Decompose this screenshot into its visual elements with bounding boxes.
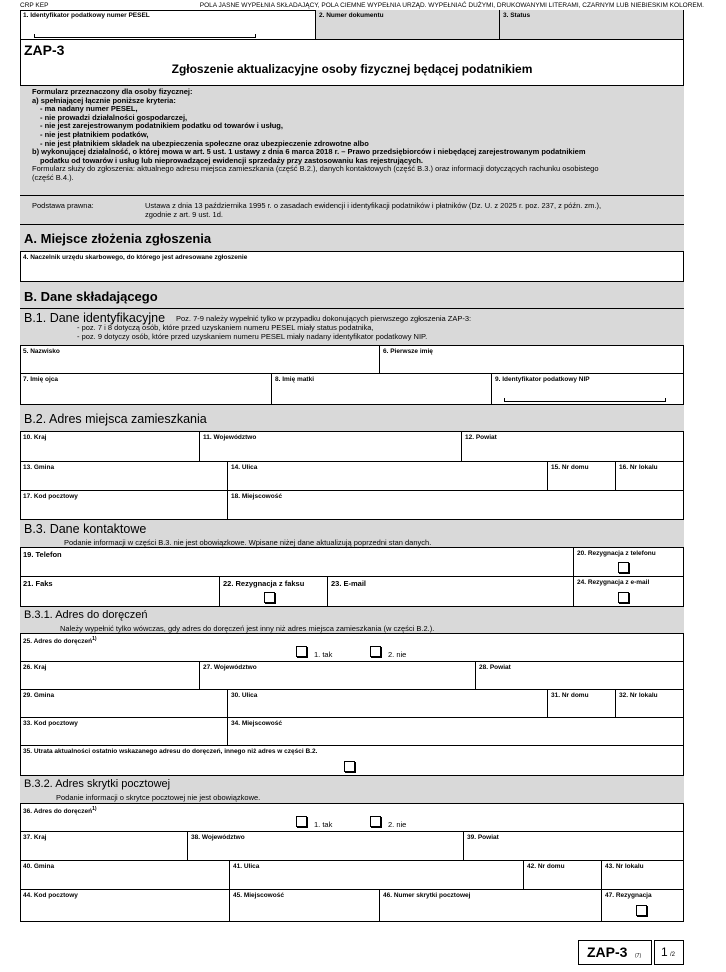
field-surname[interactable]: 5. Nazwisko: [20, 346, 380, 374]
checkbox-delivery-yes[interactable]: [296, 646, 307, 657]
checkbox-pobox-yes[interactable]: [296, 816, 307, 827]
field-pobox-commune[interactable]: 40. Gmina: [20, 861, 230, 890]
field-delivery-city[interactable]: 34. Miejscowość: [228, 718, 684, 746]
legal-basis-text-2: zgodnie z art. 9 ust. 1d.: [145, 210, 223, 219]
form-system-label: CRP KEP: [20, 2, 49, 9]
section-b-header: B. Dane składającego: [20, 282, 684, 309]
legal-basis-label: Podstawa prawna:: [32, 201, 94, 210]
field-delivery-apartment-number[interactable]: 32. Nr lokalu: [616, 690, 684, 718]
field-delivery-postal-code[interactable]: 33. Kod pocztowy: [20, 718, 228, 746]
checkbox-pobox-resign[interactable]: [636, 905, 647, 916]
form-code: ZAP-3: [24, 42, 65, 58]
section-b1-header: B.1. Dane identyfikacyjne Poz. 7-9 należy wypełnić tylko w przypadku dokonujących pierwszego zgłoszenia ZAP-3: - poz. 7 i 8 dotyczą osób, które przed uzyskaniem numeru PESEL miały status podatnika, - poz. 9 dotyczy osób, które przed uzyskaniem numeru PESEL miały nadany identyfikator podatkowy NIP.: [20, 309, 684, 346]
field-delivery-commune[interactable]: 29. Gmina: [20, 690, 228, 718]
checkbox-fax-resign[interactable]: [264, 592, 275, 603]
field-document-number: 2. Numer dokumentu: [316, 10, 500, 40]
pesel-comb: [34, 34, 256, 38]
field-email-resign: 24. Rezygnacja z e-mail: [574, 577, 684, 607]
form-title: Zgłoszenie aktualizacyjne osoby fizycznej będącej podatnikiem: [171, 62, 533, 76]
section-b31-header: B.3.1. Adres do doręczeń Należy wypełnić tylko wówczas, gdy adres do doręczeń jest inny niż adres miejsca zamieszkania (w części B.2.).: [20, 607, 684, 634]
field-delivery-street[interactable]: 30. Ulica: [228, 690, 548, 718]
field-fax-resign: 22. Rezygnacja z faksu: [220, 577, 328, 607]
checkbox-email-resign[interactable]: [618, 592, 629, 603]
field-delivery-county[interactable]: 28. Powiat: [476, 662, 684, 690]
nip-comb: [504, 398, 666, 402]
checkbox-delivery-no[interactable]: [370, 646, 381, 657]
field-father-name[interactable]: 7. Imię ojca: [20, 374, 272, 405]
field-tax-office[interactable]: 4. Naczelnik urzędu skarbowego, do którego jest adresowane zgłoszenie: [20, 252, 684, 282]
field-pobox-address: 36. Adres do doręczeń$^{1)}$ 1. tak 2. nie: [20, 804, 684, 832]
field-commune[interactable]: 13. Gmina: [20, 462, 228, 491]
field-pobox-apartment-number[interactable]: 43. Nr lokalu: [602, 861, 684, 890]
field-first-name[interactable]: 6. Pierwsze imię: [380, 346, 684, 374]
field-delivery-house-number[interactable]: 31. Nr domu: [548, 690, 616, 718]
field-apartment-number[interactable]: 16. Nr lokalu: [616, 462, 684, 491]
field-pobox-postal-code[interactable]: 44. Kod pocztowy: [20, 890, 230, 922]
legal-basis-text-1: Ustawa z dnia 13 października 1995 r. o zasadach ewidencji i identyfikacji podatników i płatników (Dz. U. z 2025 r. poz. 237, z późn. zm.),: [145, 201, 602, 210]
field-postal-code[interactable]: 17. Kod pocztowy: [20, 491, 228, 520]
field-pobox-county[interactable]: 39. Powiat: [464, 832, 684, 861]
field-email[interactable]: 23. E-mail: [328, 577, 574, 607]
field-pobox-house-number[interactable]: 42. Nr domu: [524, 861, 602, 890]
field-pobox-city[interactable]: 45. Miejscowość: [230, 890, 380, 922]
field-pobox-voivodeship[interactable]: 38. Województwo: [188, 832, 464, 861]
field-delivery-expired: 35. Utrata aktualności ostatnio wskazanego adresu do doręczeń, innego niż adres w części B.2.: [20, 746, 684, 776]
section-b2-header: B.2. Adres miejsca zamieszkania: [20, 405, 684, 432]
footer-form-code: ZAP-3 (7): [578, 940, 652, 965]
field-pobox-number[interactable]: 46. Numer skrytki pocztowej: [380, 890, 602, 922]
section-b32-header: B.3.2. Adres skrytki pocztowej Podanie informacji o skrytce pocztowej nie jest obowiązkowe.: [20, 776, 684, 804]
field-delivery-address: 25. Adres do doręczeń$^{1)}$ 1. tak 2. nie: [20, 634, 684, 662]
field-pesel[interactable]: 1. Identyfikator podatkowy numer PESEL: [20, 10, 316, 40]
checkbox-delivery-expired[interactable]: [344, 761, 355, 772]
field-phone[interactable]: 19. Telefon: [20, 548, 574, 577]
legal-basis: [20, 196, 684, 225]
field-pobox-country[interactable]: 37. Kraj: [20, 832, 188, 861]
field-delivery-country[interactable]: 26. Kraj: [20, 662, 200, 690]
fill-instructions: POLA JASNE WYPEŁNIA SKŁADAJĄCY, POLA CIEMNE WYPEŁNIA URZĄD. WYPEŁNIAĆ DUŻYMI, DRUKOWANYMI LITERAMI, CZARNYM LUB NIEBIESKIM KOLOREM.: [199, 2, 704, 9]
field-delivery-voivodeship[interactable]: 27. Województwo: [200, 662, 476, 690]
field-nip[interactable]: 9. Identyfikator podatkowy NIP: [492, 374, 684, 405]
section-a-header: A. Miejsce złożenia zgłoszenia: [20, 225, 684, 252]
form-purpose: Formularz przeznaczony dla osoby fizycznej: a) spełniającej łącznie poniższe kryteria: - ma nadany numer PESEL, - nie prowadzi działalności gospodarczej, - nie jest zarejestrowanym podatnikiem podatku od towarów i usług, - nie jest płatnikiem podatków, - nie jest płatnikiem składek na ubezpieczenia społeczne oraz ubezpieczenie zdrowotne albo b) wykonującej działalność, o której mowa w art. 5 ust. 1 ustawy z dnia 6 marca 2018 r. – Prawo przedsiębiorców i niebędącej zarejestrowanym podatnikiem podatku od towarów i usług lub nieprowadzącej ewidencji sprzedaży przy zastosowaniu kas rejestrujących. Formularz służy do zgłoszenia: aktualnego adresu miejsca zamieszkania (część B.2.), danych kontaktowych (część B.3.) oraz informacji dotyczących rachunku osobistego (część B.4.).: [20, 86, 684, 196]
field-voivodeship[interactable]: 11. Województwo: [200, 432, 462, 462]
field-phone-resign: 20. Rezygnacja z telefonu: [574, 548, 684, 577]
checkbox-pobox-no[interactable]: [370, 816, 381, 827]
title-block: [20, 40, 684, 86]
field-street[interactable]: 14. Ulica: [228, 462, 548, 491]
footer-page-number: 1 /2: [654, 940, 684, 965]
field-country[interactable]: 10. Kraj: [20, 432, 200, 462]
field-county[interactable]: 12. Powiat: [462, 432, 684, 462]
field-pobox-street[interactable]: 41. Ulica: [230, 861, 524, 890]
section-b3-header: B.3. Dane kontaktowe Podanie informacji w części B.3. nie jest obowiązkowe. Wpisane niżej dane aktualizują poprzedni stan danych.: [20, 520, 684, 548]
checkbox-phone-resign[interactable]: [618, 562, 629, 573]
field-mother-name[interactable]: 8. Imię matki: [272, 374, 492, 405]
field-fax[interactable]: 21. Faks: [20, 577, 220, 607]
field-status: 3. Status: [500, 10, 684, 40]
field-city[interactable]: 18. Miejscowość: [228, 491, 684, 520]
field-house-number[interactable]: 15. Nr domu: [548, 462, 616, 491]
field-pobox-resign: 47. Rezygnacja: [602, 890, 684, 922]
